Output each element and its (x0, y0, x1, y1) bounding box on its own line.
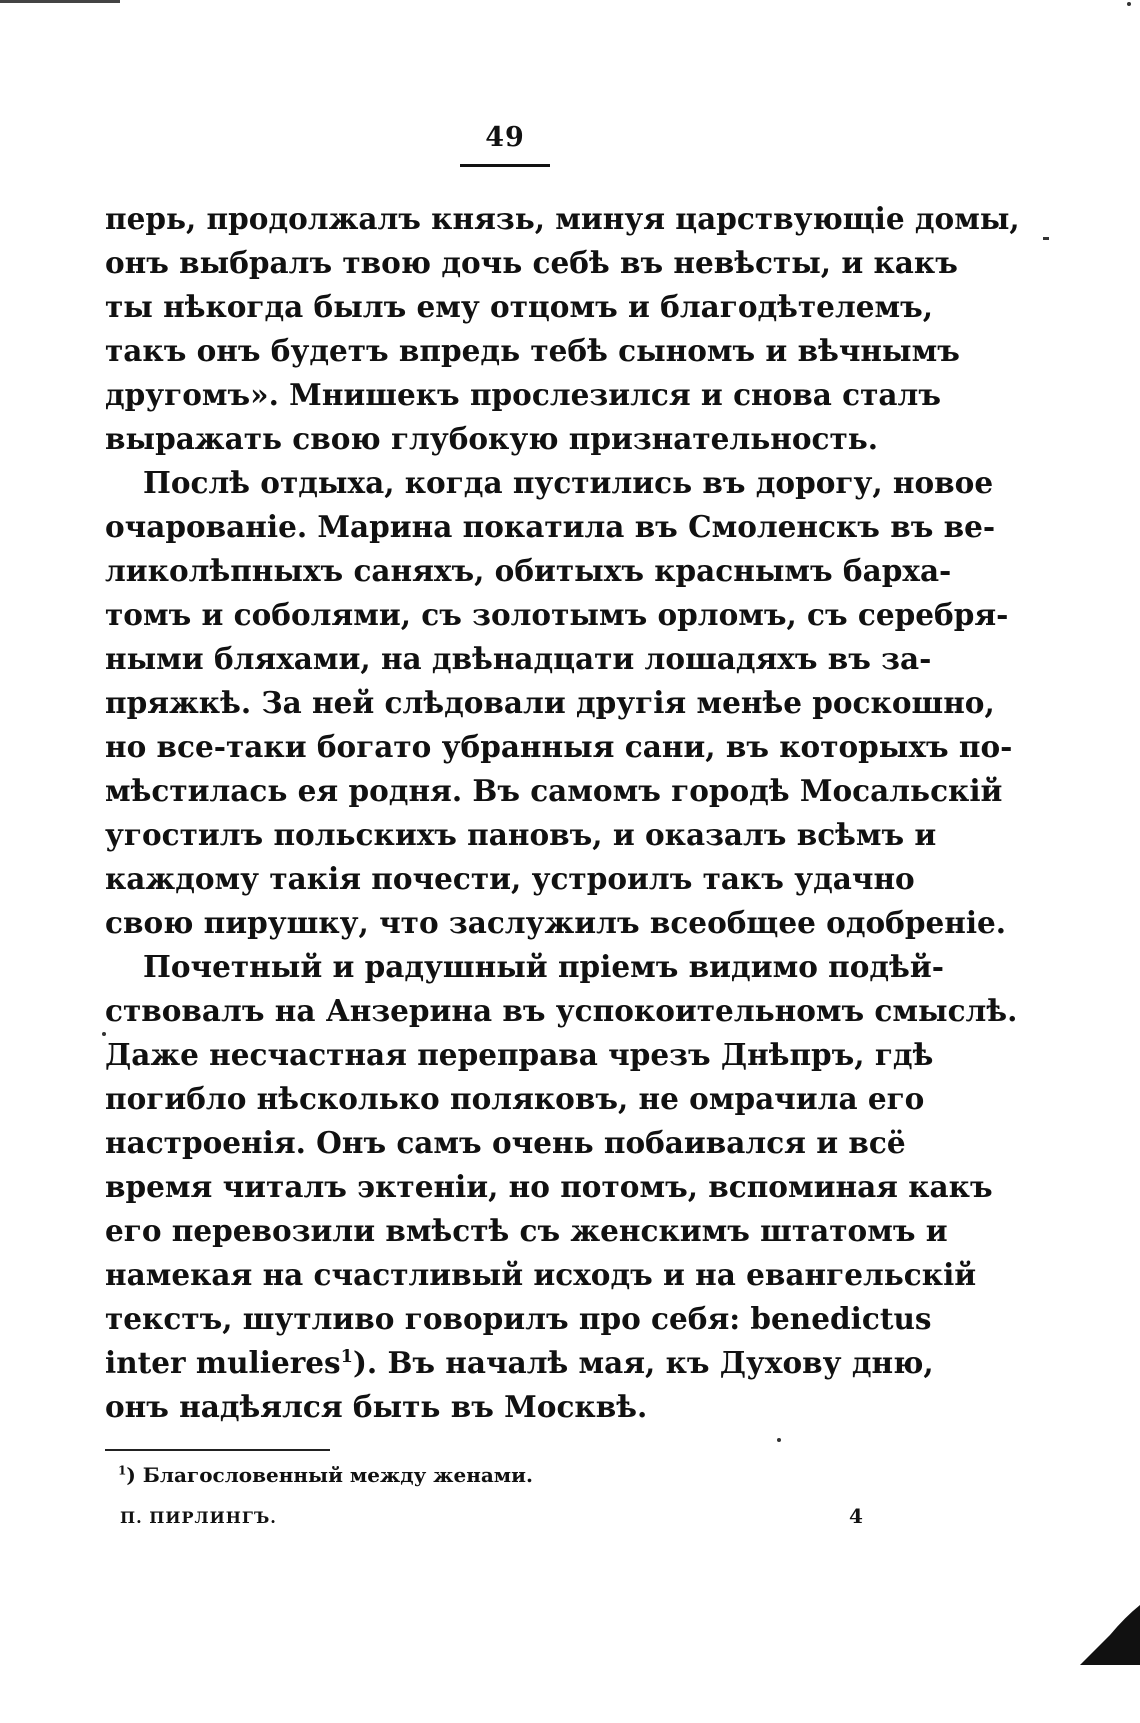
signature-mark: 4 (849, 1504, 863, 1528)
footnote (118, 1460, 533, 1490)
text-line: другомъ». Мнишекъ прослезился и снова сталъ (105, 377, 941, 412)
text-line: ты нѣкогда былъ ему отцомъ и благодѣтелемъ, (105, 289, 934, 324)
text-line: томъ и соболями, съ золотымъ орломъ, съ серебря- (105, 597, 1009, 632)
text-line: время читалъ эктеніи, но потомъ, вспоминая какъ (105, 1169, 993, 1204)
text-line: ными бляхами, на двѣнадцати лошадяхъ въ за- (105, 641, 932, 676)
text-line: Даже несчастная переправа чрезъ Днѣпръ, гдѣ (105, 1037, 934, 1072)
text-line: угостилъ польскихъ пановъ, и оказалъ всѣмъ и (105, 817, 937, 852)
text-line: онъ выбралъ твою дочь себѣ въ невѣсты, и какъ (105, 245, 958, 280)
text-line: выражать свою глубокую признательность. (105, 421, 879, 456)
text-line: погибло нѣсколько поляковъ, не омрачила его (105, 1081, 925, 1116)
text-fragment: inter mulieres (105, 1345, 341, 1380)
footnote-rule (105, 1449, 330, 1451)
text-line: Почетный и радушный пріемъ видимо подѣй- (143, 949, 944, 984)
text-line: Послѣ отдыха, когда пустились въ дорогу, новое (143, 465, 994, 500)
page-number-rule (460, 164, 550, 167)
footnote-reference: 1 (340, 1346, 353, 1368)
top-edge-rule (0, 0, 120, 3)
edge-speck (1043, 237, 1049, 240)
text-line: свою пирушку, что заслужилъ всеобщее одобреніе. (105, 905, 1007, 940)
text-line: перь, продолжалъ князь, минуя царствующіе домы, (105, 201, 1020, 236)
text-line: текстъ, шутливо говорилъ про себя: benedictus (105, 1301, 932, 1336)
text-fragment: ). Въ началѣ мая, къ Духову дню, (352, 1345, 934, 1380)
text-line: такъ онъ будетъ впредь тебѣ сыномъ и вѣчнымъ (105, 333, 960, 368)
signature: П. ПИРЛИНГЪ. (120, 1508, 277, 1527)
text-line: онъ надѣялся быть въ Москвѣ. (105, 1389, 648, 1424)
page-number: 49 (485, 122, 525, 153)
text-line: пряжкѣ. За ней слѣдовали другія менѣе роскошно, (105, 685, 995, 720)
footnote-marker: 1 (118, 1463, 127, 1478)
text-line: каждому такія почести, устроилъ такъ удачно (105, 861, 915, 896)
text-line-with-footnote-ref (105, 1341, 934, 1385)
text-line: намекая на счастливый исходъ и на евангельскій (105, 1257, 977, 1292)
text-line: его перевозили вмѣстѣ съ женскимъ штатомъ и (105, 1213, 948, 1248)
text-line: очарованіе. Марина покатила въ Смоленскъ въ ве- (105, 509, 996, 544)
edge-speck (1127, 2, 1131, 6)
text-line: ликолѣпныхъ саняхъ, обитыхъ краснымъ барха- (105, 553, 952, 588)
text-line: настроенія. Онъ самъ очень побаивался и всё (105, 1125, 906, 1160)
text-line: мѣстилась ея родня. Въ самомъ городѣ Мосальскій (105, 773, 1003, 808)
text-line: но все-таки богато убранныя сани, въ которыхъ по- (105, 729, 1013, 764)
footnote-text: ) Благословенный между женами. (126, 1463, 533, 1487)
page-corner-shadow (1080, 1605, 1140, 1665)
text-line: ствовалъ на Анзерина въ успокоительномъ смыслѣ. (105, 993, 1018, 1028)
edge-speck (777, 1438, 781, 1442)
